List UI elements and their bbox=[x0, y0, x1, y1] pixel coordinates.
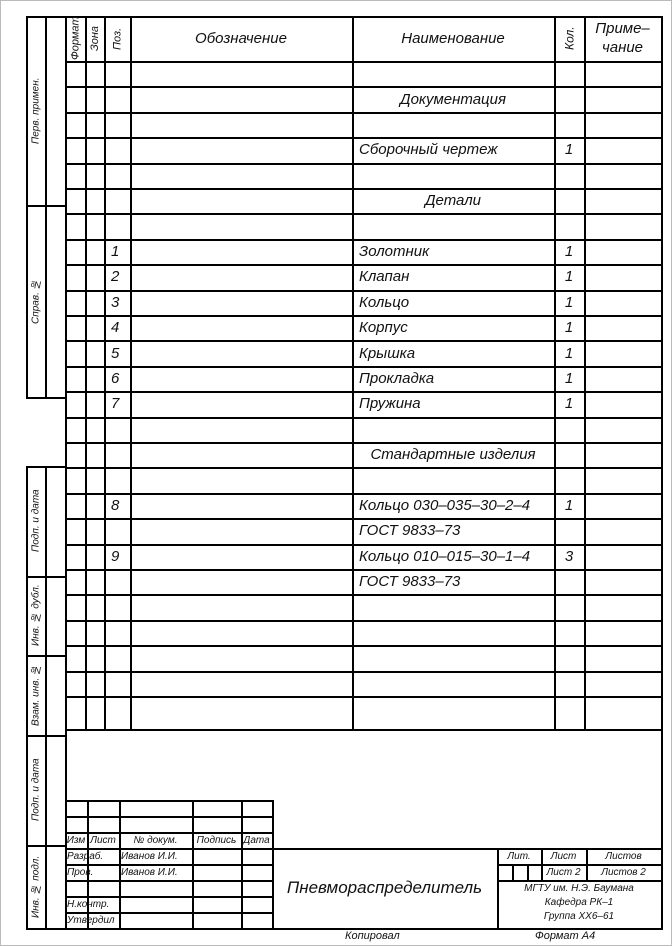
row-pos: 7 bbox=[111, 395, 120, 413]
row-qty bbox=[554, 61, 584, 86]
row-qty: 3 bbox=[564, 547, 574, 565]
row-name: Кольцо bbox=[359, 293, 410, 311]
tb-col-signature: Подпись bbox=[196, 834, 237, 846]
rule-line bbox=[26, 397, 67, 399]
side-first-use: Перв. примен. bbox=[30, 77, 42, 144]
rule-line bbox=[661, 16, 663, 930]
row-pos bbox=[104, 696, 130, 729]
tb-developed-name: Иванов И.И. bbox=[121, 850, 178, 862]
tb-sheets-value: Листов 2 bbox=[601, 866, 646, 878]
footer-copied: Копировал bbox=[345, 930, 400, 942]
row-pos bbox=[104, 645, 130, 670]
row-qty bbox=[554, 86, 584, 111]
rule-line bbox=[85, 16, 87, 731]
row-name: Корпус bbox=[359, 319, 408, 337]
rule-line bbox=[527, 864, 529, 882]
row-qty bbox=[554, 671, 584, 696]
row-pos bbox=[104, 620, 130, 645]
row-pos bbox=[104, 112, 130, 137]
tb-norm-control-label: Н.контр. bbox=[67, 898, 110, 910]
row-pos: 4 bbox=[111, 319, 120, 337]
side-replace-inv-no: Взам. инв. № bbox=[30, 663, 42, 727]
row-name bbox=[352, 213, 554, 238]
row-qty bbox=[554, 442, 584, 467]
header-pos: Поз. bbox=[111, 27, 124, 50]
row-name: Кольцо 010–015–30–1–4 bbox=[359, 547, 531, 565]
tb-org-line3: Группа ХХ6–61 bbox=[543, 911, 615, 922]
row-name: Сборочный чертеж bbox=[359, 141, 498, 159]
row-qty: 1 bbox=[564, 369, 574, 387]
tb-org-line2: Кафедра РК–1 bbox=[544, 897, 614, 908]
row-pos: 8 bbox=[111, 496, 120, 514]
row-name bbox=[352, 467, 554, 492]
row-qty: 1 bbox=[564, 395, 574, 413]
row-name: Кольцо 030–035–30–2–4 bbox=[359, 496, 531, 514]
row-name bbox=[352, 163, 554, 188]
row-name bbox=[352, 61, 554, 86]
row-name bbox=[352, 671, 554, 696]
footer-format: Формат А4 bbox=[535, 930, 596, 942]
rule-line bbox=[241, 800, 243, 930]
row-qty bbox=[554, 163, 584, 188]
header-note-1: Приме– bbox=[595, 20, 650, 37]
row-qty bbox=[554, 112, 584, 137]
tb-sheet-label: Лист bbox=[550, 850, 577, 862]
row-qty bbox=[554, 213, 584, 238]
tb-approved-label: Утвердил bbox=[67, 914, 115, 926]
tb-col-date: Дата bbox=[243, 834, 270, 846]
row-name: Прокладка bbox=[359, 369, 435, 387]
row-qty: 1 bbox=[564, 268, 574, 286]
row-pos bbox=[104, 569, 130, 594]
row-qty: 1 bbox=[564, 496, 574, 514]
header-note-2: чание bbox=[601, 39, 644, 56]
rule-line bbox=[584, 16, 586, 731]
header-name: Наименование bbox=[401, 30, 505, 47]
header-designation: Обозначение bbox=[195, 30, 287, 47]
side-orig-inv-no: Инв. № подл. bbox=[30, 855, 42, 918]
section-heading: Стандартные изделия bbox=[370, 446, 536, 464]
tb-sheet-value: Лист 2 bbox=[546, 866, 581, 878]
tb-sheets-label: Листов bbox=[605, 850, 642, 862]
row-pos bbox=[104, 594, 130, 619]
rule-line bbox=[45, 16, 47, 399]
header-zone: Зона bbox=[89, 25, 101, 52]
row-pos: 3 bbox=[111, 293, 120, 311]
tb-org-line1: МГТУ им. Н.Э. Баумана bbox=[524, 883, 634, 894]
side-sign-date-2: Подп. и дата bbox=[30, 758, 42, 822]
row-qty bbox=[554, 620, 584, 645]
tb-col-change: Изм bbox=[66, 834, 86, 846]
side-sign-date-1: Подп. и дата bbox=[30, 489, 42, 553]
row-qty: 1 bbox=[564, 242, 574, 260]
row-name bbox=[352, 417, 554, 442]
tb-col-doc-no: № докум. bbox=[133, 834, 178, 846]
rule-line bbox=[65, 729, 663, 731]
row-qty bbox=[554, 594, 584, 619]
row-qty bbox=[554, 188, 584, 213]
row-qty: 1 bbox=[564, 141, 574, 159]
row-name: ГОСТ 9833–73 bbox=[359, 522, 461, 540]
rule-line bbox=[65, 16, 67, 930]
row-pos: 6 bbox=[111, 369, 120, 387]
row-qty bbox=[554, 645, 584, 670]
row-qty bbox=[554, 417, 584, 442]
header-format: Формат bbox=[69, 16, 82, 61]
row-pos: 2 bbox=[111, 268, 120, 286]
tb-col-sheet: Лист bbox=[90, 834, 116, 846]
row-name: Золотник bbox=[359, 242, 430, 260]
row-pos bbox=[104, 467, 130, 492]
row-pos bbox=[104, 163, 130, 188]
row-pos: 1 bbox=[111, 242, 120, 260]
side-dup-inv-no: Инв. № дубл. bbox=[30, 584, 42, 647]
row-pos bbox=[104, 417, 130, 442]
row-pos bbox=[104, 213, 130, 238]
tb-developed-label: Разраб. bbox=[67, 850, 104, 862]
section-heading: Документация bbox=[400, 90, 506, 108]
row-name bbox=[352, 594, 554, 619]
tb-lit-label: Лит. bbox=[507, 850, 531, 862]
rule-line bbox=[192, 800, 194, 930]
row-name: Крышка bbox=[359, 344, 416, 362]
rule-line bbox=[45, 466, 47, 930]
rule-line bbox=[130, 16, 132, 731]
row-qty: 1 bbox=[564, 319, 574, 337]
row-name: Пружина bbox=[359, 395, 421, 413]
tb-title: Пневмораспределитель bbox=[286, 878, 483, 897]
row-qty: 1 bbox=[564, 293, 574, 311]
row-qty bbox=[554, 696, 584, 729]
row-pos bbox=[104, 86, 130, 111]
row-pos bbox=[104, 518, 130, 543]
rule-line bbox=[512, 864, 514, 882]
row-pos bbox=[104, 442, 130, 467]
row-pos bbox=[104, 61, 130, 86]
tb-checked-name: Иванов И.И. bbox=[121, 866, 178, 878]
row-pos: 9 bbox=[111, 547, 120, 565]
row-name bbox=[352, 696, 554, 729]
row-qty bbox=[554, 467, 584, 492]
row-pos bbox=[104, 137, 130, 162]
tb-checked-label: Пров. bbox=[67, 866, 94, 878]
side-reference-no: Справ. № bbox=[30, 278, 42, 324]
row-qty: 1 bbox=[564, 344, 574, 362]
row-name bbox=[352, 645, 554, 670]
row-qty bbox=[554, 518, 584, 543]
row-name: ГОСТ 9833–73 bbox=[359, 573, 461, 591]
row-name bbox=[352, 112, 554, 137]
row-pos bbox=[104, 188, 130, 213]
rule-line bbox=[497, 880, 663, 882]
row-name bbox=[352, 620, 554, 645]
row-pos bbox=[104, 671, 130, 696]
row-pos: 5 bbox=[111, 344, 120, 362]
header-qty: Кол. bbox=[562, 26, 577, 51]
section-heading: Детали bbox=[424, 192, 482, 210]
row-name: Клапан bbox=[359, 268, 410, 286]
row-qty bbox=[554, 569, 584, 594]
